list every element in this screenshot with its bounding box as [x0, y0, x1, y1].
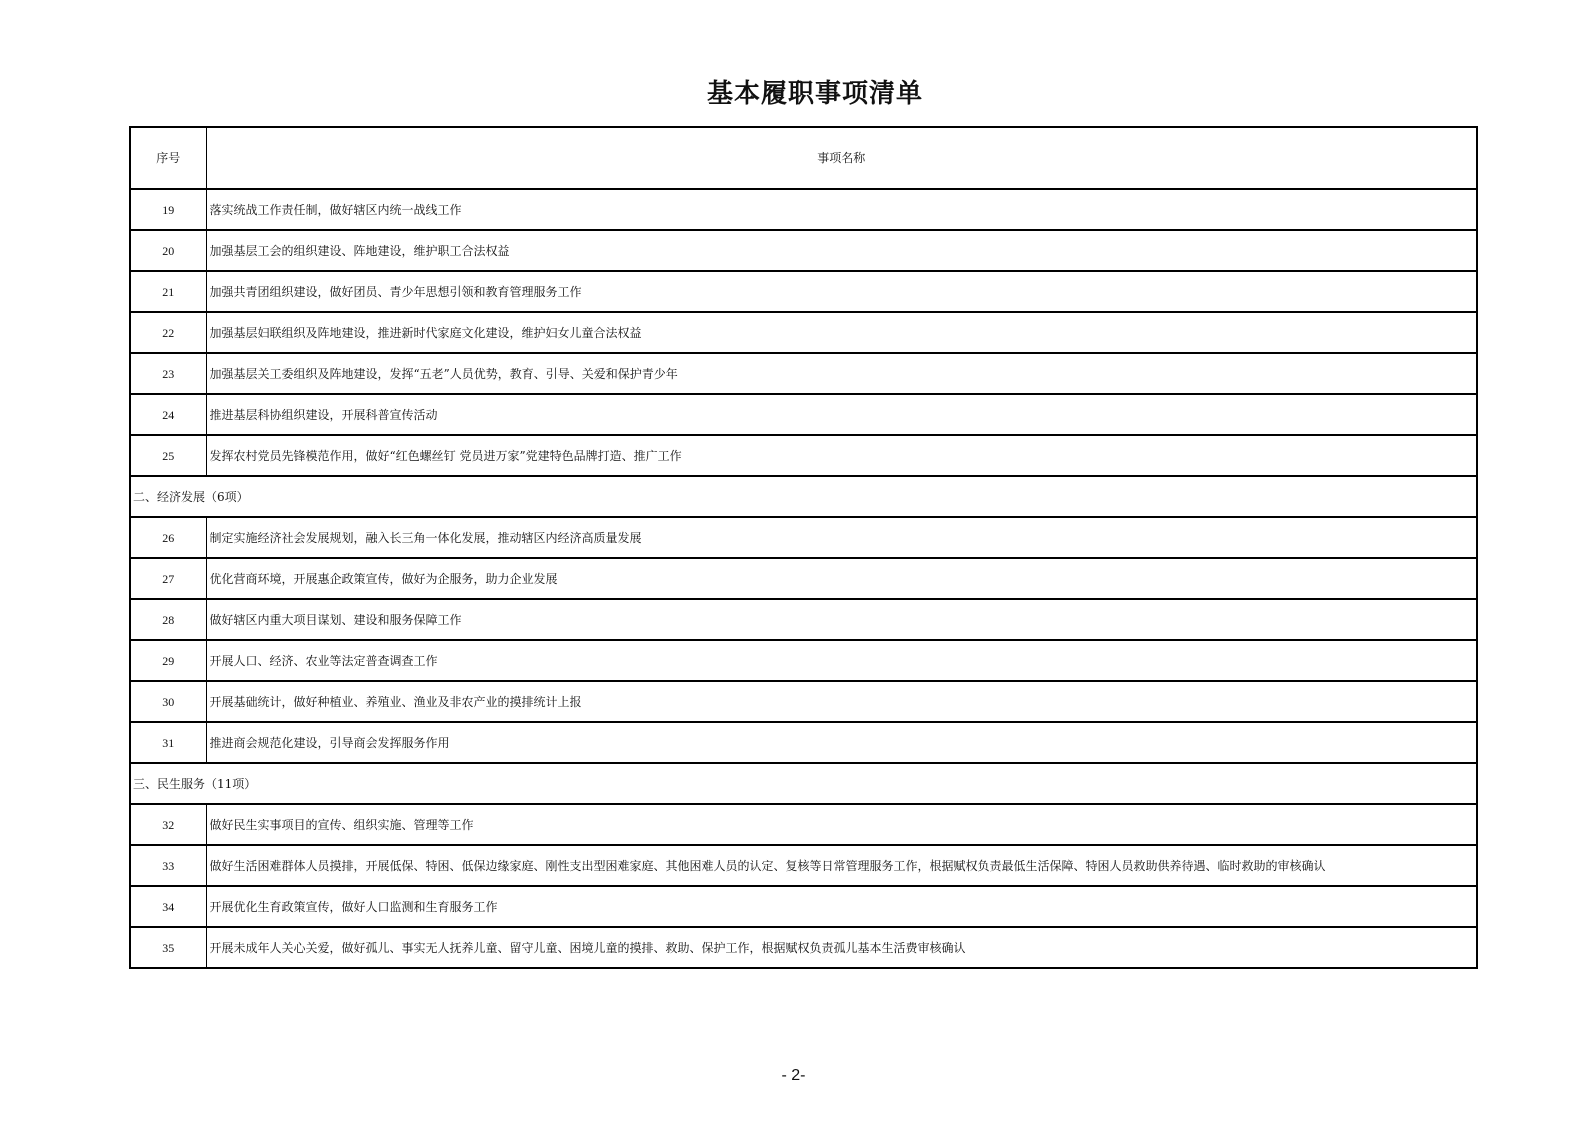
item-number: 29: [130, 640, 206, 681]
item-name: 加强共青团组织建设，做好团员、青少年思想引领和教育管理服务工作: [206, 271, 1477, 312]
item-number: 24: [130, 394, 206, 435]
item-number: 31: [130, 722, 206, 763]
item-name: 做好生活困难群体人员摸排，开展低保、特困、低保边缘家庭、刚性支出型困难家庭、其他困难人员的认定、复核等日常管理服务工作，根据赋权负责最低生活保障、特困人员救助供养待遇、临时救助的审核确认: [206, 845, 1477, 886]
table-row: [130, 558, 1477, 599]
item-number: 30: [130, 681, 206, 722]
table-row: [130, 517, 1477, 558]
item-number: 20: [130, 230, 206, 271]
item-name: 加强基层妇联组织及阵地建设，推进新时代家庭文化建设，维护妇女儿童合法权益: [206, 312, 1477, 353]
section-label: 二、经济发展（6项）: [130, 476, 1477, 517]
item-name: 优化营商环境，开展惠企政策宣传，做好为企服务，助力企业发展: [206, 558, 1477, 599]
item-number: 22: [130, 312, 206, 353]
item-number: 21: [130, 271, 206, 312]
item-name: 发挥农村党员先锋模范作用，做好“红色螺丝钉 党员进万家”党建特色品牌打造、推广工作: [206, 435, 1477, 476]
table-row: [130, 271, 1477, 312]
item-number: 26: [130, 517, 206, 558]
item-name: 开展人口、经济、农业等法定普查调查工作: [206, 640, 1477, 681]
item-name: 开展基础统计，做好种植业、养殖业、渔业及非农产业的摸排统计上报: [206, 681, 1477, 722]
section-label: 三、民生服务（11项）: [130, 763, 1477, 804]
table-row: [130, 804, 1477, 845]
table-row: [130, 394, 1477, 435]
item-number: 27: [130, 558, 206, 599]
table-row: [130, 927, 1477, 968]
column-header-no: 序号: [130, 127, 206, 189]
table-row: [130, 681, 1477, 722]
duty-list-table: [129, 126, 1478, 969]
table-row: [130, 845, 1477, 886]
item-number: 23: [130, 353, 206, 394]
table-header-row: [130, 127, 1477, 189]
item-name: 做好民生实事项目的宣传、组织实施、管理等工作: [206, 804, 1477, 845]
table-row: [130, 312, 1477, 353]
table-row: [130, 599, 1477, 640]
page-title: 基本履职事项清单: [706, 79, 923, 109]
table-row: [130, 230, 1477, 271]
item-number: 19: [130, 189, 206, 230]
item-number: 25: [130, 435, 206, 476]
item-number: 33: [130, 845, 206, 886]
section-row: [130, 476, 1477, 517]
item-name: 制定实施经济社会发展规划，融入长三角一体化发展，推动辖区内经济高质量发展: [206, 517, 1477, 558]
item-name: 加强基层关工委组织及阵地建设，发挥“五老”人员优势，教育、引导、关爱和保护青少年: [206, 353, 1477, 394]
page-number: - 2-: [781, 1067, 806, 1084]
table-row: [130, 353, 1477, 394]
table-row: [130, 189, 1477, 230]
table-row: [130, 435, 1477, 476]
item-number: 34: [130, 886, 206, 927]
table-row: [130, 886, 1477, 927]
table-body: [130, 189, 1477, 968]
section-row: [130, 763, 1477, 804]
item-name: 做好辖区内重大项目谋划、建设和服务保障工作: [206, 599, 1477, 640]
item-number: 35: [130, 927, 206, 968]
item-name: 开展优化生育政策宣传，做好人口监测和生育服务工作: [206, 886, 1477, 927]
item-name: 落实统战工作责任制，做好辖区内统一战线工作: [206, 189, 1477, 230]
item-number: 28: [130, 599, 206, 640]
item-number: 32: [130, 804, 206, 845]
column-header-name: 事项名称: [206, 127, 1477, 189]
table-row: [130, 722, 1477, 763]
item-name: 推进基层科协组织建设，开展科普宣传活动: [206, 394, 1477, 435]
item-name: 推进商会规范化建设，引导商会发挥服务作用: [206, 722, 1477, 763]
item-name: 加强基层工会的组织建设、阵地建设，维护职工合法权益: [206, 230, 1477, 271]
item-name: 开展未成年人关心关爱，做好孤儿、事实无人抚养儿童、留守儿童、困境儿童的摸排、救助、保护工作，根据赋权负责孤儿基本生活费审核确认: [206, 927, 1477, 968]
table-row: [130, 640, 1477, 681]
